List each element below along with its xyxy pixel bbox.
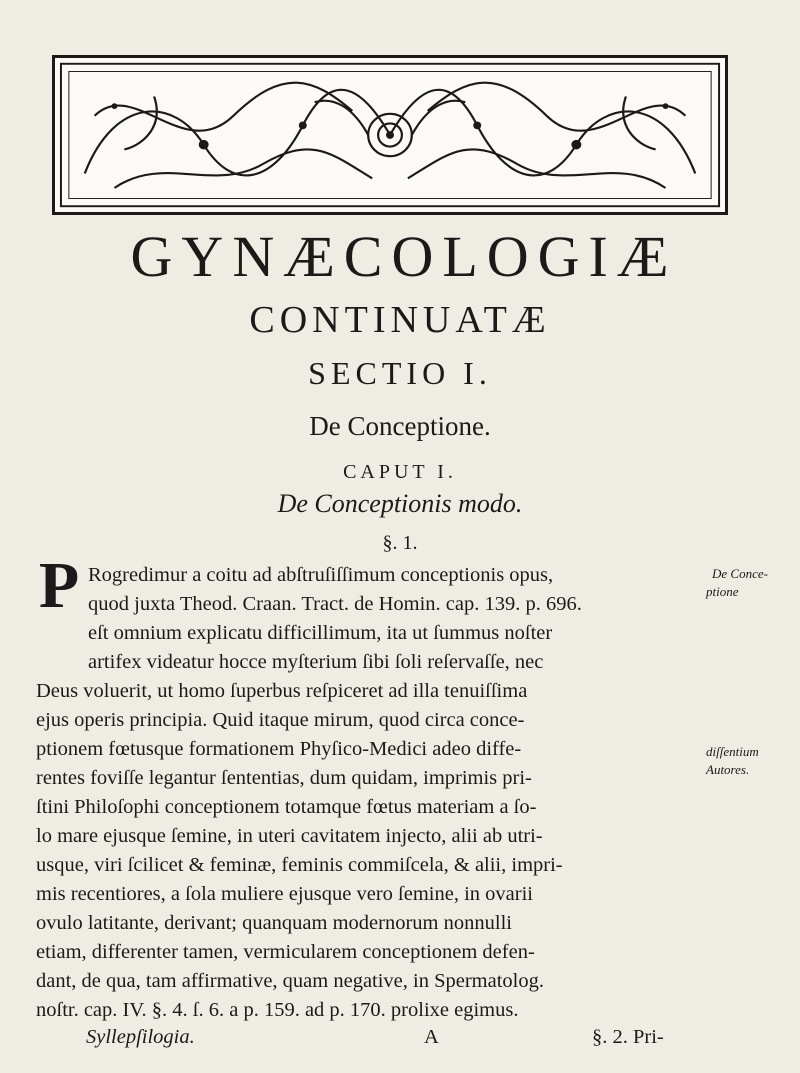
body-line-13: ovulo latitante, derivant; quanquam modernorum nonnulli xyxy=(36,912,512,934)
ornamental-headpiece xyxy=(52,55,728,215)
body-line-5: Deus voluerit, ut homo ſuperbus reſpiceret ad illa tenuiſſima xyxy=(36,680,528,702)
section-heading: SECTIO I. xyxy=(308,355,492,391)
body-line-7: ptionem fœtusque formationem Phyſico-Medici adeo diffe- xyxy=(36,738,522,760)
footer-catchword-left: Syllepſilogia. xyxy=(86,1026,195,1048)
book-subtitle: CONTINUATÆ xyxy=(249,299,551,341)
paragraph-number: §. 1. xyxy=(382,532,418,554)
body-line-4: artifex videatur hocce myſterium ſibi ſoli reſervaſſe, nec xyxy=(88,651,544,673)
body-line-1: Rogredimur a coitu ad abſtruſiſſimum conceptionis opus, xyxy=(88,564,554,586)
margin-note-1-line-1: De Conce- xyxy=(712,566,768,581)
body-line-9: ſtini Philoſophi conceptionem totamque fœtus materiam a ſo- xyxy=(36,796,537,818)
book-title: GYNÆCOLOGIÆ xyxy=(130,224,678,289)
margin-note-2-line-2: Autores. xyxy=(706,762,750,777)
margin-note-2-line-1: diſſentium xyxy=(706,744,759,759)
margin-note-1-line-2: ptione xyxy=(706,584,739,599)
body-line-11: usque, viri ſcilicet & feminæ, feminis commiſcela, & alii, impri- xyxy=(36,854,563,876)
body-line-16: noſtr. cap. IV. §. 4. ſ. 6. a p. 159. ad p. 170. prolixe egimus. xyxy=(36,999,519,1021)
body-line-15: dant, de qua, tam affirmative, quam negative, in Spermatolog. xyxy=(36,970,544,992)
drop-cap: P xyxy=(38,549,80,622)
footer-signature: A xyxy=(424,1026,439,1048)
body-line-3: eſt omnium explicatu difficillimum, ita ut ſummus noſter xyxy=(88,622,553,644)
body-line-12: mis recentiores, a ſola muliere ejusque vero ſemine, in ovarii xyxy=(36,883,533,905)
body-line-2: quod juxta Theod. Craan. Tract. de Homin. cap. 139. p. 696. xyxy=(88,593,582,615)
body-line-6: ejus operis principia. Quid itaque mirum, quod circa conce- xyxy=(36,709,525,731)
section-subject: De Conceptione. xyxy=(309,411,491,441)
body-line-10: lo mare ejusque ſemine, in uteri cavitatem injecto, alii ab utri- xyxy=(36,825,543,847)
body-line-14: etiam, differenter tamen, vermicularem conceptionem defen- xyxy=(36,941,535,963)
chapter-title: De Conceptionis modo. xyxy=(277,489,523,518)
body-line-8: rentes foviſſe legantur ſententias, dum quidam, imprimis pri- xyxy=(36,767,532,789)
chapter-heading: CAPUT I. xyxy=(343,461,457,483)
footer-catchword-right: §. 2. Pri- xyxy=(592,1026,664,1048)
